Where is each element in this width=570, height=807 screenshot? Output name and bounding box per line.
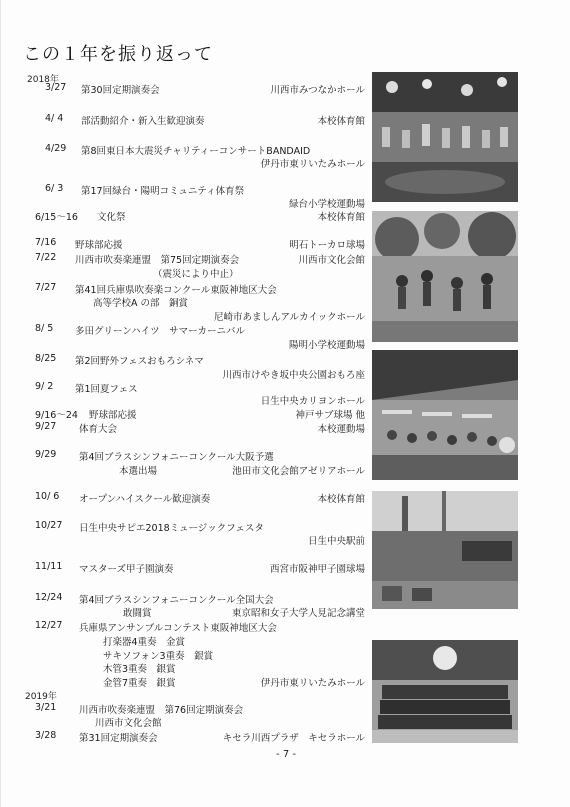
event-date: 12/27 <box>35 620 63 631</box>
event-result: 高等学校A の部 銅賞 <box>93 298 189 309</box>
event-date: 8/25 <box>35 353 57 364</box>
event-date: 10/27 <box>35 520 63 531</box>
event-row <box>45 183 365 195</box>
event-name: 第41回兵庫県吹奏楽コンクール東阪神地区大会 <box>75 285 277 296</box>
event-venue: 明石トーカロ球場 <box>289 240 365 251</box>
event-row <box>35 592 355 604</box>
event-date: 8/ 5 <box>35 323 54 334</box>
page-number: - 7 - <box>276 749 296 760</box>
photo-group-portrait-image <box>372 640 518 743</box>
event-date: 6/15～16 <box>35 212 78 223</box>
event-date: 4/ 4 <box>45 113 64 124</box>
year-label-2018: 2018年 <box>27 75 59 85</box>
event-name: 第2回野外フェスおもろシネマ <box>75 356 204 367</box>
event-row <box>35 702 355 714</box>
event-row <box>35 381 355 393</box>
event-result: 本選出場 <box>119 466 158 477</box>
event-name: 野球部応援 <box>89 410 137 421</box>
event-date: 12/24 <box>35 592 63 603</box>
event-name: 第30回定期演奏会 <box>81 85 160 96</box>
photo-stadium-stands-image <box>372 350 518 480</box>
event-name: 川西市吹奏楽連盟 第75回定期演奏会 <box>75 255 240 266</box>
event-venue: 本校運動場 <box>317 424 365 435</box>
event-name: 第4回ブラスシンフォニーコンクール全国大会 <box>79 595 274 606</box>
event-row <box>45 143 365 155</box>
event-venue: 川西市文化会館 <box>95 718 162 729</box>
year-label-2019: 2019年 <box>25 692 57 702</box>
photo-stadium-sign-image <box>372 491 518 609</box>
event-venue: 伊丹市東リいたみホール <box>260 159 365 170</box>
award-item: 打楽器4重奏 金賞 <box>103 637 186 648</box>
event-row <box>35 449 355 461</box>
event-date: 9/29 <box>35 449 57 460</box>
event-venue: 尼崎市あましんアルカイックホール <box>214 312 365 323</box>
event-venue: 日生中央駅前 <box>307 536 365 547</box>
event-row <box>35 282 355 294</box>
photo-outdoor-parade <box>372 211 518 342</box>
event-venue: 伊丹市東リいたみホール <box>260 678 365 689</box>
event-name: 文化祭 <box>97 212 126 223</box>
event-date: 9/ 2 <box>35 381 54 392</box>
event-date: 3/28 <box>35 730 57 741</box>
event-venue: 日生中央カリヨンホール <box>260 396 365 407</box>
event-venue: 東京昭和女子大学人見記念講堂 <box>231 608 365 619</box>
photo-concert-hall <box>372 72 518 202</box>
event-date: 11/11 <box>35 561 63 572</box>
event-venue: キセラ川西プラザ キセラホール <box>222 733 365 744</box>
event-date: 3/27 <box>45 82 67 93</box>
event-date: 6/ 3 <box>45 183 64 194</box>
event-date: 7/22 <box>35 252 57 263</box>
award-item: サキソフォン3重奏 銀賞 <box>103 651 214 662</box>
photo-stadium-stands <box>372 350 518 480</box>
event-name: 部活動紹介・新入生歓迎演奏 <box>81 116 205 127</box>
event-name: 多田グリーンハイツ サマーカーニバル <box>75 326 245 337</box>
page-title: この１年を振り返って <box>23 44 213 65</box>
event-row <box>35 421 355 433</box>
event-date: 3/21 <box>35 702 57 713</box>
event-name: 兵庫県アンサンブルコンテスト東阪神地区大会 <box>79 623 277 634</box>
event-name: 第17回緑台・陽明コミュニティ体育祭 <box>81 186 245 197</box>
award-item: 木管3重奏 銀賞 <box>103 664 176 675</box>
event-venue: 本校体育館 <box>317 212 365 223</box>
event-venue: 川西市文化会館 <box>298 255 365 266</box>
event-name: 第1回夏フェス <box>75 384 138 395</box>
event-venue: 川西市けやき坂中央公園おもろ座 <box>222 370 365 381</box>
event-date: 7/16 <box>35 237 57 248</box>
event-row <box>35 209 355 221</box>
event-name: 野球部応援 <box>75 240 123 251</box>
event-venue: 本校体育館 <box>317 494 365 505</box>
event-result: 敢闘賞 <box>123 608 152 619</box>
event-row <box>35 520 355 532</box>
event-venue: 陽明小学校運動場 <box>288 340 365 351</box>
event-note: （震災により中止） <box>153 269 239 280</box>
event-name: 第4回ブラスシンフォニーコンクール大阪予選 <box>79 452 274 463</box>
event-venue: 池田市文化会館アゼリアホール <box>232 466 365 477</box>
event-venue: 西宮市阪神甲子園球場 <box>269 564 365 575</box>
event-name: 川西市吹奏楽連盟 第76回定期演奏会 <box>79 705 244 716</box>
event-date: 4/29 <box>45 143 67 154</box>
event-row <box>35 323 355 335</box>
event-date: 10/ 6 <box>35 491 60 502</box>
event-row <box>35 491 355 503</box>
event-name: 第8回東日本大震災チャリティーコンサートBANDAID <box>81 146 311 157</box>
photo-concert-hall-image <box>372 72 518 202</box>
event-venue: 本校体育館 <box>317 116 365 127</box>
event-name: 第31回定期演奏会 <box>79 733 158 744</box>
photo-stadium-sign <box>372 491 518 609</box>
event-name: 日生中央サピエ2018ミュージックフェスタ <box>79 523 264 534</box>
event-date: 7/27 <box>35 282 57 293</box>
event-row <box>35 620 355 632</box>
event-row <box>35 353 355 365</box>
event-name: マスターズ甲子園演奏 <box>79 564 174 575</box>
event-venue: 川西市みつなかホール <box>270 85 365 96</box>
photo-outdoor-parade-image <box>372 211 518 342</box>
event-venue: 神戸サブ球場 他 <box>295 410 365 421</box>
award-item: 金管7重奏 銀賞 <box>103 678 176 689</box>
photo-group-portrait <box>372 640 518 743</box>
event-venue: 緑台小学校運動場 <box>288 199 365 210</box>
event-date: 9/16～24 <box>35 410 78 421</box>
event-name: オープンハイスクール歓迎演奏 <box>79 494 211 505</box>
event-date: 9/27 <box>35 421 57 432</box>
event-name: 体育大会 <box>79 424 118 435</box>
